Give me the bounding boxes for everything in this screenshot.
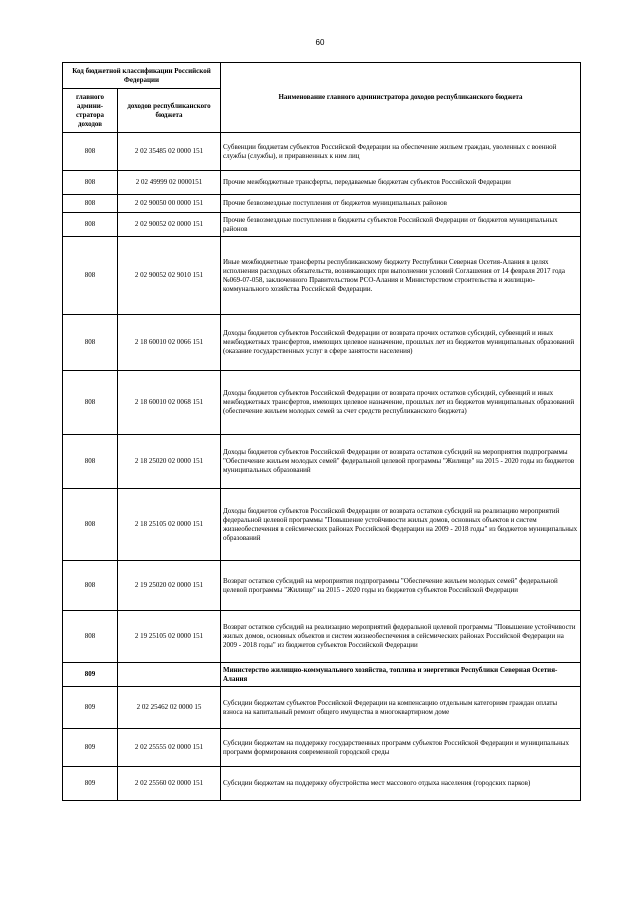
revenue-code-cell: 2 02 25555 02 0000 151 bbox=[118, 729, 221, 767]
revenue-code-cell: 2 02 90052 02 0000 151 bbox=[118, 213, 221, 237]
revenue-code-cell: 2 19 25020 02 0000 151 bbox=[118, 561, 221, 611]
header-group: Код бюджетной классификации Российской Федерации bbox=[63, 63, 221, 89]
admin-code-cell: 808 bbox=[63, 315, 118, 371]
name-cell: Министерство жилищно-коммунального хозяйства, топлива и энергетики Республики Северная Осетия-Алания bbox=[221, 663, 581, 687]
revenue-code-cell: 2 18 25105 02 0000 151 bbox=[118, 489, 221, 561]
name-cell: Субсидии бюджетам на поддержку обустройства мест массового отдыха населения (городских парков) bbox=[221, 767, 581, 801]
admin-code-cell: 808 bbox=[63, 237, 118, 315]
header-name: Наименование главного администратора доходов республиканского бюджета bbox=[221, 63, 581, 133]
revenue-code-cell: 2 02 90052 02 9010 151 bbox=[118, 237, 221, 315]
revenue-code-cell: 2 02 49999 02 0000151 bbox=[118, 171, 221, 195]
page-number: 60 bbox=[315, 38, 325, 47]
revenue-code-cell: 2 02 25462 02 0000 15 bbox=[118, 687, 221, 729]
revenue-code-cell: 2 02 35485 02 0000 151 bbox=[118, 133, 221, 171]
admin-code-cell: 808 bbox=[63, 435, 118, 489]
section-row bbox=[63, 663, 581, 687]
name-cell: Прочие безвозмездные поступления в бюджеты субъектов Российской Федерации от бюджетов муниципальных районов bbox=[221, 213, 581, 237]
table-row bbox=[63, 315, 581, 371]
admin-code-cell: 809 bbox=[63, 729, 118, 767]
name-cell: Доходы бюджетов субъектов Российской Федерации от возврата прочих остатков субсидий, субвенций и иных межбюджетных трансфертов, имеющих целевое назначение, прошлых лет из бюджетов муниципальных образований (оказание государственных услуг в сфере занятости населения) bbox=[221, 315, 581, 371]
name-cell: Субвенции бюджетам субъектов Российской Федерации на обеспечение жильем граждан, уволенных с военной службы (службы), и приравненных к ним лиц bbox=[221, 133, 581, 171]
admin-code-cell: 809 bbox=[63, 663, 118, 687]
name-cell: Прочие межбюджетные трансферты, передаваемые бюджетам субъектов Российской Федерации bbox=[221, 171, 581, 195]
table-row bbox=[63, 687, 581, 729]
budget-classification-table bbox=[62, 62, 581, 801]
name-cell: Возврат остатков субсидий на мероприятия подпрограммы "Обеспечение жильем молодых семей" федеральной целевой программы "Жилище" на 2015 - 2020 годы из бюджетов субъектов Российской Федерации bbox=[221, 561, 581, 611]
revenue-code-cell: 2 19 25105 02 0000 151 bbox=[118, 611, 221, 663]
name-cell: Прочие безвозмездные поступления от бюджетов муниципальных районов bbox=[221, 195, 581, 213]
table-row bbox=[63, 371, 581, 435]
table-row bbox=[63, 767, 581, 801]
admin-code-cell: 809 bbox=[63, 687, 118, 729]
revenue-code-cell: 2 02 90050 00 0000 151 bbox=[118, 195, 221, 213]
table-row bbox=[63, 729, 581, 767]
admin-code-cell: 808 bbox=[63, 611, 118, 663]
header-admin-code: главного админи-стратора доходов bbox=[63, 89, 118, 133]
table-row bbox=[63, 195, 581, 213]
admin-code-cell: 808 bbox=[63, 213, 118, 237]
admin-code-cell: 808 bbox=[63, 489, 118, 561]
revenue-code-cell: 2 02 25560 02 0000 151 bbox=[118, 767, 221, 801]
table-row bbox=[63, 237, 581, 315]
header-revenue-code: доходов республиканского бюджета bbox=[118, 89, 221, 133]
name-cell: Возврат остатков субсидий на реализацию мероприятий федеральной целевой программы "Повышение устойчивости жилых домов, основных объектов и систем жизнеобеспечения в сейсмических районах Российской Федерации на 2009 - 2018 годы" из бюджетов субъектов Российской Федерации bbox=[221, 611, 581, 663]
name-cell: Доходы бюджетов субъектов Российской Федерации от возврата прочих остатков субсидий, субвенций и иных межбюджетных трансфертов, имеющих целевое назначение, прошлых лет из бюджетов муниципальных образований (обеспечение жильем молодых семей за счет средств республиканского бюджета) bbox=[221, 371, 581, 435]
revenue-code-cell: 2 18 60010 02 0066 151 bbox=[118, 315, 221, 371]
table-row bbox=[63, 171, 581, 195]
table-row bbox=[63, 435, 581, 489]
revenue-code-cell bbox=[118, 663, 221, 687]
table-row bbox=[63, 611, 581, 663]
admin-code-cell: 809 bbox=[63, 767, 118, 801]
admin-code-cell: 808 bbox=[63, 171, 118, 195]
table-row bbox=[63, 489, 581, 561]
table-body bbox=[63, 133, 581, 801]
admin-code-cell: 808 bbox=[63, 561, 118, 611]
name-cell: Субсидии бюджетам на поддержку государственных программ субъектов Российской Федерации и муниципальных программ формирования современной городской среды bbox=[221, 729, 581, 767]
table-row bbox=[63, 561, 581, 611]
admin-code-cell: 808 bbox=[63, 371, 118, 435]
table-row bbox=[63, 213, 581, 237]
admin-code-cell: 808 bbox=[63, 133, 118, 171]
name-cell: Доходы бюджетов субъектов Российской Федерации от возврата остатков субсидий на мероприятия подпрограммы "Обеспечение жильем молодых семей" федеральной целевой программы "Жилище" на 2015 - 2020 годы из бюджетов муниципальных образований bbox=[221, 435, 581, 489]
name-cell: Иные межбюджетные трансферты республиканскому бюджету Республики Северная Осетия-Алания в целях исполнения расходных обязательств, возникающих при выполнении условий Соглашения от 14 февраля 2017 года №069-07-058, заключенного Правительством РСО-Алания и Министерством строительства и жилищно-коммунального хозяйства Российской Федерации. bbox=[221, 237, 581, 315]
revenue-code-cell: 2 18 60010 02 0068 151 bbox=[118, 371, 221, 435]
table-row bbox=[63, 133, 581, 171]
revenue-code-cell: 2 18 25020 02 0000 151 bbox=[118, 435, 221, 489]
name-cell: Субсидии бюджетам субъектов Российской Федерации на компенсацию отдельным категориям граждан оплаты взноса на капитальный ремонт общего имущества в многоквартирном доме bbox=[221, 687, 581, 729]
name-cell: Доходы бюджетов субъектов Российской Федерации от возврата остатков субсидий на реализацию мероприятий федеральной целевой программы "Повышение устойчивости жилых домов, основных объектов и систем жизнеобеспечения в сейсмических районах Российской Федерации на 2009 - 2018 годы" из бюджетов муниципальных образований bbox=[221, 489, 581, 561]
admin-code-cell: 808 bbox=[63, 195, 118, 213]
